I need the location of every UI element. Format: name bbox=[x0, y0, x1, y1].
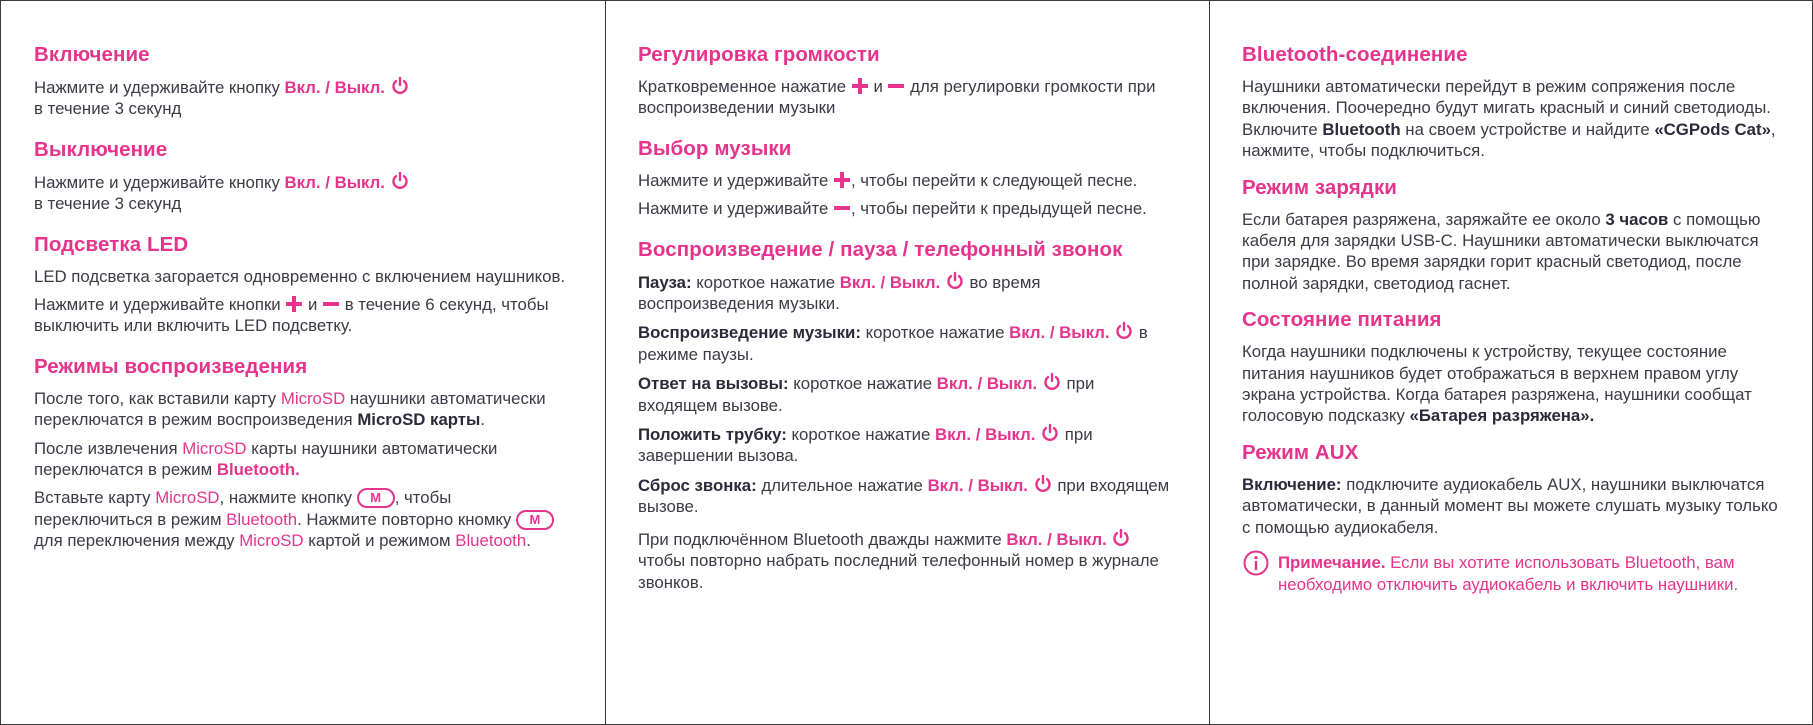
power-icon bbox=[1114, 321, 1134, 341]
section-charging bbox=[1242, 176, 1780, 295]
paragraph: Нажмите и удерживайте , чтобы перейти к следующей песне. bbox=[638, 170, 1138, 190]
section-power-status bbox=[1242, 308, 1780, 427]
section-title: Состояние питания bbox=[1242, 308, 1442, 332]
section-title: Выбор музыки bbox=[638, 136, 792, 160]
power-button-label: Вкл. / Выкл. bbox=[927, 475, 1028, 495]
paragraph: Нажмите и удерживайте кнопку Вкл. / Выкл. в течение 3 секунд bbox=[34, 76, 573, 120]
section-bluetooth bbox=[1242, 43, 1780, 162]
section-title: Регулировка громкости bbox=[638, 43, 880, 66]
power-icon bbox=[390, 171, 410, 191]
plus-icon bbox=[833, 171, 851, 189]
paragraph: Нажмите и удерживайте кнопки и в течение 6 секунд, чтобы выключить или включить LED подсветку. bbox=[34, 295, 549, 336]
power-icon bbox=[1033, 474, 1053, 494]
section-led bbox=[34, 233, 573, 337]
info-icon bbox=[1242, 549, 1270, 577]
list-item: Сброс звонка: длительное нажатие Вкл. / Выкл. при входящем вызове. bbox=[638, 475, 1170, 517]
section-playback-modes bbox=[34, 355, 573, 552]
section-title: Включение bbox=[34, 43, 150, 66]
minus-icon bbox=[322, 295, 340, 313]
m-button-icon: M bbox=[357, 488, 395, 508]
paragraph: Вставьте карту MicroSD, нажмите кнопку M , чтобы переключиться в режим Bluetooth. Нажмите повторно кномку M для переключения между MicroSD картой и режимом Bluetooth. bbox=[34, 487, 573, 551]
power-icon bbox=[945, 271, 965, 291]
column-3 bbox=[1209, 1, 1812, 724]
paragraph: При подключённом Bluetooth дважды нажмите Вкл. / Выкл. чтобы повторно набрать последний телефонный номер в журнале звонков. bbox=[638, 529, 1159, 592]
paragraph: Нажмите и удерживайте кнопку Вкл. / Выкл. в течение 3 секунд bbox=[34, 171, 573, 215]
paragraph: Кратковременное нажатие и для регулировки громкости при воспроизведении музыки bbox=[638, 77, 1156, 118]
m-button-icon: M bbox=[516, 510, 554, 530]
list-item: Ответ на вызовы: короткое нажатие Вкл. / Выкл. при входящем вызове. bbox=[638, 374, 1095, 415]
section-title: Выключение bbox=[34, 137, 168, 161]
section-volume bbox=[638, 43, 1177, 119]
paragraph: Когда наушники подключены к устройству, текущее состояние питания наушников будет отображаться в верхнем правом углу экрана устройства. Когда батарея разряжена, наушники сообщат голосовую подсказку «Батарея разряжена». bbox=[1242, 342, 1752, 426]
column-2 bbox=[605, 1, 1209, 724]
paragraph: LED подсветка загорается одновременно с включением наушников. bbox=[34, 266, 566, 286]
section-power-off bbox=[34, 138, 573, 215]
list-item: Пауза: короткое нажатие Вкл. / Выкл. во время воспроизведения музыки. bbox=[638, 272, 1041, 314]
power-icon bbox=[1040, 423, 1060, 443]
section-title: Воспроизведение / пауза / телефонный звонок bbox=[638, 237, 1123, 261]
section-power-on bbox=[34, 43, 573, 120]
power-button-label: Вкл. / Выкл. bbox=[284, 78, 385, 97]
plus-icon bbox=[851, 77, 869, 95]
power-button-label: Вкл. / Выкл. bbox=[839, 272, 941, 292]
section-aux bbox=[1242, 441, 1780, 602]
paragraph: Включение: подключите аудиокабель AUX, наушники выключатся автоматически, в данный момент вы можете слушать музыку только с помощью аудиокабеля. bbox=[1242, 474, 1778, 537]
paragraph: Наушники автоматически перейдут в режим сопряжения после включения. Поочередно будут мигать красный и синий светодиоды. Включите Bluetooth на своем устройстве и найдите «CGPods Cat», нажмите, чтобы подключиться. bbox=[1242, 77, 1776, 161]
device-name: «CGPods Cat» bbox=[1654, 119, 1771, 139]
section-title: Режимы воспроизведения bbox=[34, 354, 308, 378]
minus-icon bbox=[887, 77, 905, 95]
section-title: Режим зарядки bbox=[1242, 175, 1397, 199]
section-title: Подсветка LED bbox=[34, 232, 189, 256]
power-icon bbox=[1042, 372, 1062, 392]
section-title: Bluetooth-соединение bbox=[1242, 43, 1468, 66]
list-item: Воспроизведение музыки: короткое нажатие Вкл. / Выкл. в режиме паузы. bbox=[638, 323, 1148, 364]
note bbox=[1242, 552, 1780, 602]
power-icon bbox=[390, 76, 410, 96]
column-1 bbox=[1, 1, 605, 724]
note-text: Примечание. Если вы хотите использовать Bluetooth, вам необходимо отключить аудиокабель и включить наушники. bbox=[1278, 553, 1739, 594]
paragraph: После извлечения MicroSD карты наушники автоматически переключатся в режим Bluetooth. bbox=[34, 438, 498, 480]
minus-icon bbox=[833, 199, 851, 217]
section-music-select bbox=[638, 137, 1177, 220]
paragraph: Если батарея разряжена, заряжайте ее около 3 часов с помощью кабеля для зарядки USB-C. Наушники автоматически выключатся при зарядке. Во время зарядки горит красный светодиод, после полной зарядки, светодиод гаснет. bbox=[1242, 209, 1761, 293]
section-title: Режим AUX bbox=[1242, 440, 1359, 464]
power-button-label: Вкл. / Выкл. bbox=[936, 374, 1038, 394]
list-item: Положить трубку: короткое нажатие Вкл. / Выкл. при завершении вызова. bbox=[638, 425, 1093, 466]
section-play-pause-call bbox=[638, 238, 1177, 593]
power-icon bbox=[1111, 528, 1131, 548]
paragraph: После того, как вставили карту MicroSD наушники автоматически переключатся в режим воспроизведения MicroSD карты. bbox=[34, 388, 546, 430]
power-button-label: Вкл. / Выкл. bbox=[1006, 529, 1107, 549]
power-button-label: Вкл. / Выкл. bbox=[1009, 323, 1110, 343]
power-button-label: Вкл. / Выкл. bbox=[935, 425, 1036, 445]
paragraph: Нажмите и удерживайте , чтобы перейти к предыдущей песне. bbox=[638, 199, 1147, 219]
plus-icon bbox=[285, 295, 303, 313]
power-button-label: Вкл. / Выкл. bbox=[284, 172, 385, 192]
